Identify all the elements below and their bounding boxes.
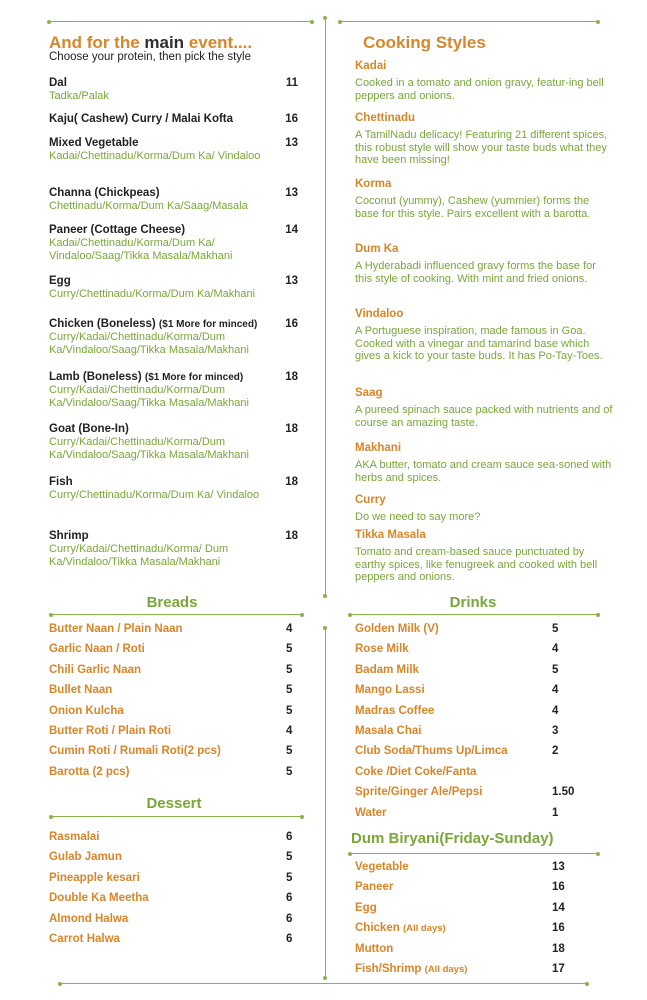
dessert-item-price: 5 bbox=[286, 851, 293, 864]
title-part: And for the bbox=[49, 33, 145, 52]
biryani-item-price: 16 bbox=[552, 881, 565, 894]
dish-name-text: Shrimp bbox=[49, 530, 89, 542]
divider-dot bbox=[323, 626, 327, 630]
dessert-item-price: 6 bbox=[286, 933, 293, 945]
biryani-item-price: 14 bbox=[552, 901, 565, 914]
main-event-title bbox=[49, 33, 252, 53]
biryani-underline bbox=[350, 853, 598, 854]
dish-price: 18 bbox=[285, 476, 298, 488]
dish-price: 13 bbox=[285, 187, 298, 199]
dish-name-text: Mixed Vegetable bbox=[49, 137, 139, 149]
drinks-item-name bbox=[355, 664, 419, 676]
drinks-item-name bbox=[355, 725, 421, 737]
dish-price: 18 bbox=[285, 530, 298, 542]
divider-dot bbox=[300, 815, 304, 819]
dish-name bbox=[49, 187, 160, 200]
cooking-style-desc: A TamilNadu delicacy! Featuring 21 different spices, this robust style will show your taste buds what they have been missing! bbox=[355, 129, 608, 167]
dish-styles: Tadka/Palak bbox=[49, 90, 109, 102]
cooking-style-desc: Coconut (yummy), Cashew (yummier) forms the base for this style. Pairs excellent with a barotta. bbox=[355, 195, 591, 220]
cooking-style-name: Korma bbox=[355, 178, 392, 190]
dish-styles: Curry/Kadai/Chettinadu/Korma/ Dum Ka/Vindaloo/Tikka Masala/Makhani bbox=[49, 543, 229, 568]
dish-name-text: Paneer (Cottage Cheese) bbox=[49, 224, 186, 236]
drinks-item-name bbox=[355, 766, 476, 778]
cooking-style-name: Makhani bbox=[355, 442, 402, 454]
divider-dot bbox=[49, 815, 53, 819]
breads-item-text: Bullet Naan bbox=[49, 684, 113, 697]
divider-dot bbox=[596, 852, 600, 856]
divider-dot bbox=[47, 20, 51, 24]
dessert-item-name bbox=[49, 892, 149, 904]
dish-name bbox=[49, 318, 257, 331]
bottom-divider bbox=[60, 983, 587, 984]
drinks-item-name bbox=[355, 684, 425, 696]
dish-name-text: Goat (Bone-In) bbox=[49, 423, 129, 435]
dish-name bbox=[49, 423, 129, 436]
cooking-style-desc: Do we need to say more? bbox=[355, 511, 481, 523]
breads-underline bbox=[51, 614, 302, 615]
drinks-item-price: 3 bbox=[552, 725, 559, 737]
breads-item-price: 5 bbox=[286, 704, 293, 717]
breads-item-name bbox=[49, 745, 221, 757]
breads-item-name bbox=[49, 705, 124, 717]
divider-dot bbox=[58, 982, 62, 986]
cooking-style-desc: A pureed spinach sauce packed with nutrients and of course an amazing taste. bbox=[355, 404, 613, 429]
dish-styles: Curry/Chettinadu/Korma/Dum Ka/ Vindaloo bbox=[49, 489, 260, 501]
dish-name-text: Egg bbox=[49, 275, 71, 287]
dessert-item-name bbox=[49, 872, 140, 884]
dish-price: 11 bbox=[285, 77, 298, 89]
breads-item-price: 4 bbox=[286, 623, 293, 635]
dish-price: 16 bbox=[285, 113, 298, 125]
drinks-item-text: Coke /Diet Coke/Fanta bbox=[355, 765, 477, 778]
dish-name-text: Channa (Chickpeas) bbox=[49, 187, 160, 199]
drinks-item-name bbox=[355, 623, 439, 635]
drinks-item-text: Masala Chai bbox=[355, 725, 422, 737]
divider-dot bbox=[310, 20, 314, 24]
biryani-item-price: 18 bbox=[552, 942, 565, 955]
cooking-style-name: Saag bbox=[355, 387, 383, 399]
cooking-style-desc: Cooked in a tomato and onion gravy, featur-ing bell peppers and onions. bbox=[355, 77, 604, 102]
drinks-item-name bbox=[355, 786, 482, 798]
biryani-item-name bbox=[355, 861, 409, 873]
divider-dot bbox=[323, 976, 327, 980]
dessert-item-text: Almond Halwa bbox=[49, 912, 129, 925]
dessert-title: Dessert bbox=[146, 795, 202, 812]
cooking-style-name: Vindaloo bbox=[355, 308, 404, 320]
main-event-subtitle: Choose your protein, then pick the style bbox=[49, 51, 252, 63]
breads-item-text: Cumin Roti / Rumali Roti(2 pcs) bbox=[49, 745, 221, 758]
dish-name bbox=[49, 371, 243, 384]
dish-name bbox=[49, 224, 185, 237]
dish-price: 13 bbox=[285, 275, 298, 287]
drinks-item-name bbox=[355, 807, 387, 819]
drinks-item-price: 1 bbox=[552, 806, 559, 819]
dish-name bbox=[49, 530, 89, 543]
drinks-item-text: Rose Milk bbox=[355, 643, 409, 656]
dessert-item-text: Rasmalai bbox=[49, 831, 100, 843]
divider-dot bbox=[348, 852, 352, 856]
breads-item-text: Garlic Naan / Roti bbox=[49, 643, 145, 656]
biryani-item-price: 13 bbox=[552, 861, 565, 873]
biryani-item-text: Chicken bbox=[355, 922, 403, 935]
drinks-item-text: Water bbox=[355, 806, 387, 819]
cooking-style-name: Tikka Masala bbox=[355, 529, 426, 541]
dessert-item-price: 5 bbox=[286, 871, 293, 884]
cooking-style-desc: A Hyderabadi influenced gravy forms the base for this style of cooking. With mint and fried onions. bbox=[355, 260, 596, 285]
drinks-item-price: 4 bbox=[552, 684, 559, 697]
divider-dot bbox=[596, 20, 600, 24]
dish-price: 14 bbox=[285, 224, 298, 236]
dessert-item-price: 6 bbox=[286, 912, 293, 925]
breads-item-name bbox=[49, 623, 183, 635]
biryani-title: Dum Biryani(Friday-Sunday) bbox=[351, 830, 554, 847]
dessert-item-text: Carrot Halwa bbox=[49, 933, 120, 945]
dish-name-text: Fish bbox=[49, 476, 73, 488]
top-divider-right bbox=[340, 21, 598, 22]
dish-name-note: ($1 More for minced) bbox=[158, 319, 258, 330]
dish-name bbox=[49, 476, 73, 489]
divider-dot bbox=[300, 613, 304, 617]
dish-name bbox=[49, 275, 71, 288]
title-part: event.... bbox=[184, 33, 253, 52]
breads-item-name bbox=[49, 725, 171, 737]
drinks-item-text: Sprite/Ginger Ale/Pepsi bbox=[355, 786, 483, 799]
divider-dot bbox=[585, 982, 589, 986]
dessert-underline bbox=[51, 816, 302, 817]
biryani-item-name bbox=[355, 922, 446, 934]
cooking-style-name: Chettinadu bbox=[355, 112, 416, 124]
breads-item-text: Butter Naan / Plain Naan bbox=[49, 623, 183, 635]
dish-price: 18 bbox=[285, 371, 298, 383]
dish-name-text: Chicken (Boneless) bbox=[49, 318, 159, 330]
dish-price: 18 bbox=[285, 423, 298, 435]
breads-item-price: 4 bbox=[286, 725, 293, 737]
cooking-style-desc: Tomato and cream-based sauce punctuated by earthy spices, like fenugreek and cooked with bell peppers and onions. bbox=[355, 546, 598, 584]
drinks-item-price: 5 bbox=[552, 663, 559, 676]
drinks-item-price: 1.50 bbox=[552, 786, 575, 799]
breads-item-price: 5 bbox=[286, 643, 293, 656]
drinks-item-text: Golden Milk (V) bbox=[355, 623, 439, 635]
breads-title: Breads bbox=[146, 594, 198, 611]
dish-name bbox=[49, 113, 233, 126]
breads-item-text: Onion Kulcha bbox=[49, 704, 124, 717]
dessert-item-name bbox=[49, 851, 122, 863]
dish-styles: Curry/Chettinadu/Korma/Dum Ka/Makhani bbox=[49, 288, 256, 300]
drinks-underline bbox=[350, 614, 598, 615]
dessert-item-name bbox=[49, 933, 120, 945]
divider-dot bbox=[348, 613, 352, 617]
biryani-item-price: 16 bbox=[552, 922, 565, 935]
dish-styles: Chettinadu/Korma/Dum Ka/Saag/Masala bbox=[49, 200, 248, 212]
breads-item-price: 5 bbox=[286, 745, 293, 758]
cooking-style-desc: AKA butter, tomato and cream sauce sea-soned with herbs and spices. bbox=[355, 459, 612, 484]
breads-item-price: 5 bbox=[286, 684, 293, 697]
dish-name-text: Dal bbox=[49, 77, 67, 89]
drinks-item-price: 4 bbox=[552, 704, 559, 717]
biryani-item-name bbox=[355, 963, 467, 975]
breads-item-name bbox=[49, 766, 130, 778]
dessert-item-text: Double Ka Meetha bbox=[49, 892, 149, 905]
dish-styles: Curry/Kadai/Chettinadu/Korma/Dum Ka/Vindaloo/Saag/Tikka Masala/Makhani bbox=[49, 331, 249, 356]
breads-item-text: Chili Garlic Naan bbox=[49, 663, 142, 676]
dish-price: 13 bbox=[285, 137, 298, 149]
drinks-item-text: Mango Lassi bbox=[355, 684, 425, 697]
dessert-item-price: 6 bbox=[286, 831, 293, 843]
biryani-item-name bbox=[355, 902, 377, 914]
biryani-item-text: Paneer bbox=[355, 881, 394, 894]
dish-name-text: Kaju( Cashew) Curry / Malai Kofta bbox=[49, 113, 234, 125]
dish-name-note: ($1 More for minced) bbox=[144, 372, 244, 383]
biryani-item-price: 17 bbox=[552, 963, 565, 975]
cooking-styles-title: Cooking Styles bbox=[363, 33, 486, 52]
divider-dot bbox=[338, 20, 342, 24]
cooking-style-name: Kadai bbox=[355, 60, 387, 72]
dish-styles: Curry/Kadai/Chettinadu/Korma/Dum Ka/Vindaloo/Saag/Tikka Masala/Makhani bbox=[49, 384, 249, 409]
biryani-item-text: Egg bbox=[355, 901, 377, 914]
divider-dot bbox=[596, 613, 600, 617]
dish-name bbox=[49, 137, 138, 150]
biryani-item-text: Fish/Shrimp bbox=[355, 963, 425, 975]
divider-dot bbox=[323, 16, 327, 20]
dish-styles: Kadai/Chettinadu/Korma/Dum Ka/ Vindaloo/Saag/Tikka Masala/Makhani bbox=[49, 237, 233, 262]
biryani-item-name bbox=[355, 881, 393, 893]
drinks-title: Drinks bbox=[449, 594, 497, 611]
biryani-item-name bbox=[355, 943, 393, 955]
divider-dot bbox=[323, 594, 327, 598]
breads-item-text: Butter Roti / Plain Roti bbox=[49, 725, 172, 737]
drinks-item-text: Club Soda/Thums Up/Limca bbox=[355, 745, 508, 758]
dessert-item-text: Gulab Jamun bbox=[49, 851, 122, 864]
breads-item-price: 5 bbox=[286, 663, 293, 676]
drinks-item-price: 4 bbox=[552, 643, 559, 656]
cooking-style-desc: A Portuguese inspiration, made famous in Goa. Cooked with a vinegar and tamarind base which gives a kick to your taste buds. It has Po-Tay-Toes. bbox=[355, 325, 603, 363]
breads-item-name bbox=[49, 664, 141, 676]
dessert-item-text: Pineapple kesari bbox=[49, 871, 140, 884]
dish-price: 16 bbox=[285, 318, 298, 330]
biryani-item-note: (All days) bbox=[402, 923, 446, 935]
drinks-item-text: Madras Coffee bbox=[355, 704, 435, 717]
top-divider-left bbox=[49, 21, 312, 22]
dessert-item-price: 6 bbox=[286, 892, 293, 905]
drinks-item-text: Badam Milk bbox=[355, 663, 419, 676]
breads-item-name bbox=[49, 684, 112, 696]
dish-styles: Kadai/Chettinadu/Korma/Dum Ka/ Vindaloo bbox=[49, 150, 261, 162]
dessert-item-name bbox=[49, 831, 100, 843]
center-divider bbox=[325, 18, 326, 596]
divider-dot bbox=[49, 613, 53, 617]
dish-name bbox=[49, 77, 67, 90]
biryani-item-text: Vegetable bbox=[355, 861, 409, 873]
center-divider-lower bbox=[325, 628, 326, 978]
drinks-item-price: 2 bbox=[552, 745, 559, 758]
biryani-item-text: Mutton bbox=[355, 942, 394, 955]
breads-item-text: Barotta (2 pcs) bbox=[49, 765, 130, 778]
dish-styles: Curry/Kadai/Chettinadu/Korma/Dum Ka/Vindaloo/Saag/Tikka Masala/Makhani bbox=[49, 436, 249, 461]
dessert-item-name bbox=[49, 913, 128, 925]
dish-name-text: Lamb (Boneless) bbox=[49, 371, 145, 383]
biryani-item-note: (All days) bbox=[424, 964, 468, 975]
drinks-item-name bbox=[355, 705, 434, 717]
cooking-style-name: Dum Ka bbox=[355, 243, 399, 255]
drinks-item-name bbox=[355, 745, 508, 757]
cooking-style-name: Curry bbox=[355, 494, 386, 506]
drinks-item-price: 5 bbox=[552, 623, 559, 635]
title-emphasis: main bbox=[144, 33, 185, 52]
breads-item-name bbox=[49, 643, 145, 655]
drinks-item-name bbox=[355, 643, 409, 655]
breads-item-price: 5 bbox=[286, 765, 293, 778]
